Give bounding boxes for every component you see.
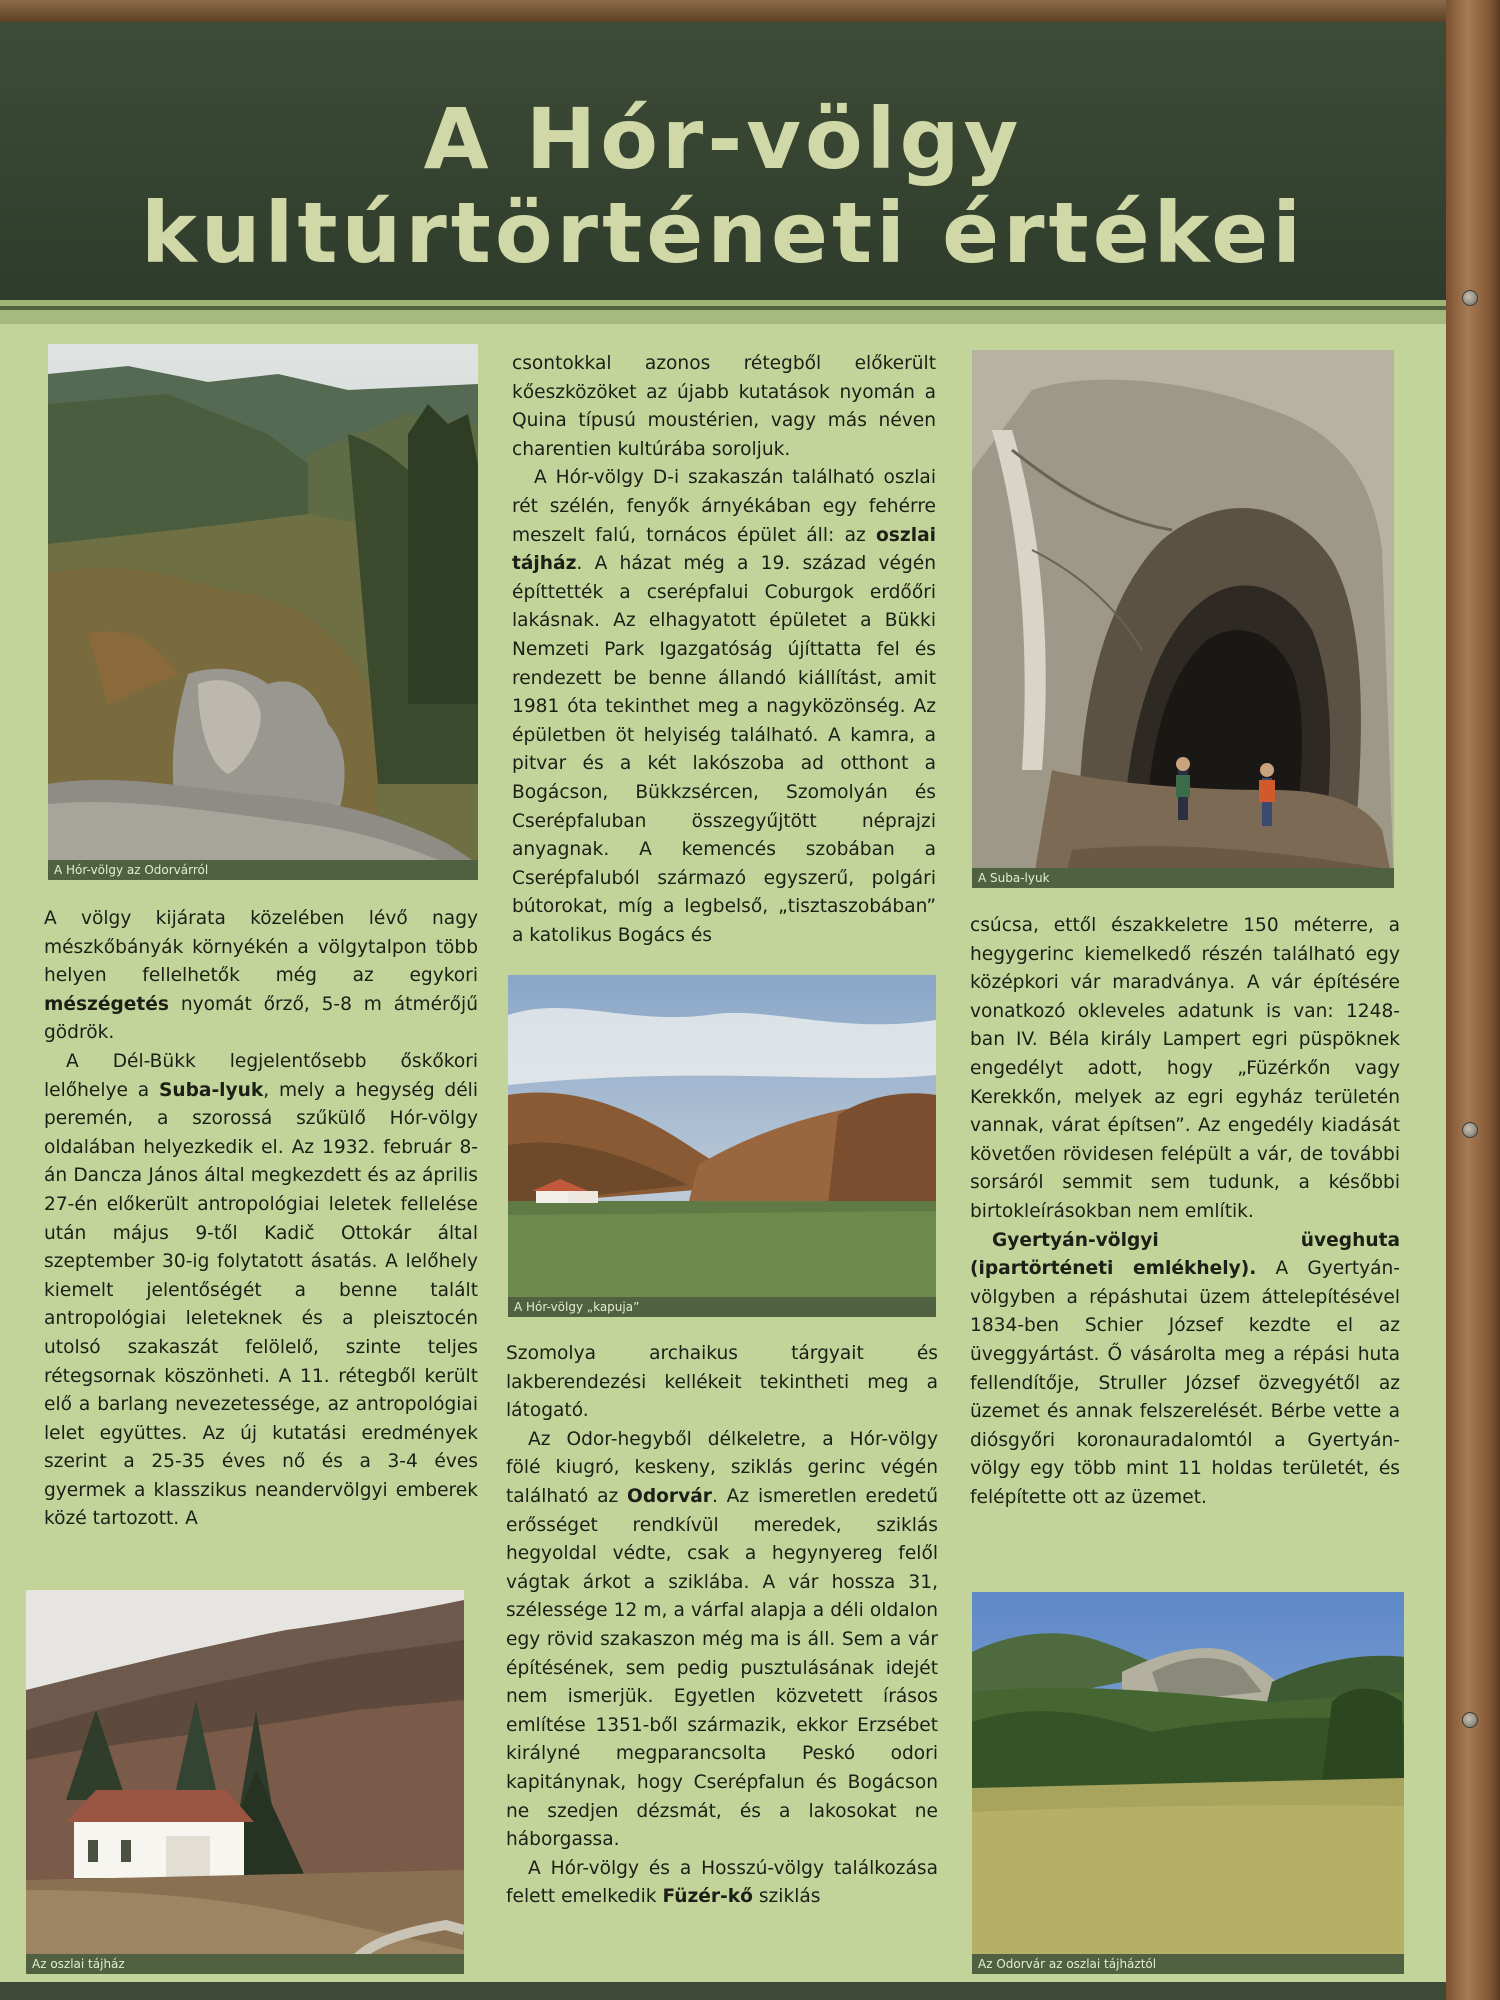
highlight-suba-lyuk: Suba-lyuk [158, 1079, 264, 1101]
photo-odorvar-from-tajhaz [972, 1592, 1404, 1974]
screw-icon [1462, 1122, 1478, 1138]
text-column-left [44, 905, 478, 1534]
text-column-middle-top [512, 350, 936, 950]
paragraph: Gyertyán-völgyi üveghuta (ipartörténeti emlékhely). A Gyertyán-völgyben a répáshutai üzem áttelepítésével 1834-ben Schier József kezdte el az üveggyártást. Ő vásárolta meg a répási huta fellendítője, Struller József özvegyétől az üzemet és annak felszerelését. Bérbe vette a diósgyőri koronauradalomtól a Gyertyán-völgy egy több mint 11 holdas területét, és felépítette ott az üzemet. [970, 1229, 1400, 1508]
paragraph: A Hór-völgy D-i szakaszán található oszlai rét szélén, fenyők árnyékában egy fehérre meszelt falú, tornácos épület áll: az oszlai tájház. A házat még a 19. század végén építtették a cserépfalui Coburgok erdőőri lakásnak. Az elhagyatott épületet a Bükki Nemzeti Park Igazgatóság újíttatta fel és rendezett be benne állandó kiállítást, amit 1981 óta tekinthet meg a nagyközönség. Az épületben öt helyiség található. A kamra, a pitvar és a két lakószoba ad otthont a Bogácson, Bükkzsércen, Szomolyán és Cserépfaluban összegyűjtött néprajzi anyagnak. A kemencés szobában a Cserépfaluból származó egyszerű, polgári bútorokat, míg a legbelső, „tisztaszobában” a katolikus Bogács és [512, 467, 936, 946]
screw-icon [1462, 1712, 1478, 1728]
paragraph: Az Odor-hegyből délkeletre, a Hór-völgy fölé kiugró, keskeny, sziklás gerinc végén található az Odorvár. Az ismeretlen eredetű erősséget rendkívül meredek, sziklás hegyoldal védte, csak a hegynyereg felől vágtak árkot a sziklába. A vár hossza 31, szélessége 12 m, a várfal alapja a déli oldalon egy rövid szakaszon még ma is áll. Sem a vár építésének, sem pedig pusztulásának idejét nem ismerjük. Egyetlen közvetett írásos említése 1351-ből származik, ekkor Erzsébet királyné megparancsolta Peskó odori kapitánynak, hogy Cserépfalun és Bogácson ne szedjen dézsmát, és a lakosokat ne háborgassa. [506, 1428, 938, 1851]
photo-valley-from-odorvar [48, 344, 478, 880]
highlight-odorvar: Odorvár [627, 1485, 712, 1507]
farmhouse-image [26, 1590, 464, 1974]
title-line-2: kultúrtörténeti értékei [140, 184, 1306, 282]
wooden-frame-top [0, 0, 1500, 22]
information-board [0, 22, 1446, 2000]
title-banner [0, 22, 1446, 300]
bottom-border [0, 1982, 1446, 2000]
paragraph: A völgy kijárata közelében lévő nagy mészkőbányák környékén a völgytalpon több helyen fellelhetők még az egykori mészégetés nyomát őrző, 5-8 m átmérőjű gödrök. [44, 908, 478, 1044]
screw-icon [1462, 290, 1478, 306]
title-line-1: A Hór-völgy [423, 90, 1023, 188]
photo-caption: Az Odorvár az oszlai tájháztól [972, 1954, 1404, 1974]
photo-suba-lyuk-cave [972, 350, 1394, 888]
highlight-gyertyan-volgyi-uveghuta: Gyertyán-völgyi üveghuta (ipartörténeti emlékhely). [970, 1229, 1400, 1280]
photo-caption: A Hór-völgy „kapuja” [508, 1297, 936, 1317]
text-column-right [970, 912, 1400, 1512]
highlight-meszegetes: mészégetés [44, 993, 169, 1015]
highlight-fuzer-ko: Füzér-kő [662, 1886, 753, 1908]
photo-caption: A Hór-völgy az Odorvárról [48, 860, 478, 880]
photo-caption: A Suba-lyuk [972, 868, 1394, 888]
landscape-image [48, 344, 478, 880]
photo-oszlai-tajhaz [26, 1590, 464, 1974]
text-column-middle-bottom [506, 1340, 938, 1912]
hillside-meadow-image [972, 1592, 1404, 1974]
paragraph: csúcsa, ettől északkeletre 150 méterre, a hegygerinc kiemelkedő részén található egy középkori vár maradványa. A vár építésére vonatkozó okleveles adatunk is van: 1248-ban IV. Béla király Lampert egri püspöknek engedélyt adott, hogy „Füzérkőn vagy Kerekkőn, melyek az egri egyház területén vannak, várat építsen”. Az engedély kiadását követően rövidesen felépült a vár, de további sorsáról semmit sem tudunk, a későbbi birtokleírásokban nem említik. [970, 915, 1400, 1222]
paragraph: A Dél-Bükk legjelentősebb őskőkori lelőhelye a Suba-lyuk, mely a hegység déli peremén, a szorossá szűkülő Hór-völgy oldalában helyezkedik el. Az 1932. február 8-án Dancza János által megkezdett és az április 27-én előkerült antropológiai leletek fellelése után május 9-től Kadič Ottokár által szeptember 30-ig folytatott ásatás. A lelőhely kiemelt jelentőségét a benne talált antropológiai leleteknek és a pleisztocén utolsó szakaszát felölelő, szinte teljes rétegsornak köszönheti. A 11. rétegből került elő a barlang nevezetessége, az antropológiai lelet együttes. Az új kutatási eredmények szerint a 25-35 éves nő és a 3-4 éves gyermek a klasszikus neandervölgyi emberek közé tartozott. A [44, 1050, 479, 1530]
photo-caption: Az oszlai tájház [26, 1954, 464, 1974]
paragraph: csontokkal azonos rétegből előkerült kőeszközöket az újabb kutatások nyomán a Quina típusú moustérien, vagy más néven charentien kultúrába soroljuk. [512, 353, 936, 460]
paragraph: Szomolya archaikus tárgyait és lakberendezési kellékeit tekintheti meg a látogató. [506, 1343, 938, 1422]
meadow-image [508, 975, 936, 1317]
divider [0, 310, 1446, 324]
paragraph: A Hór-völgy és a Hosszú-völgy találkozása felett emelkedik Füzér-kő sziklás [506, 1857, 938, 1908]
wooden-frame-post [1446, 0, 1500, 2000]
highlight-oszlai-tajhaz: oszlai tájház [512, 524, 936, 575]
cave-image [972, 350, 1394, 888]
photo-valley-gate [508, 975, 936, 1317]
